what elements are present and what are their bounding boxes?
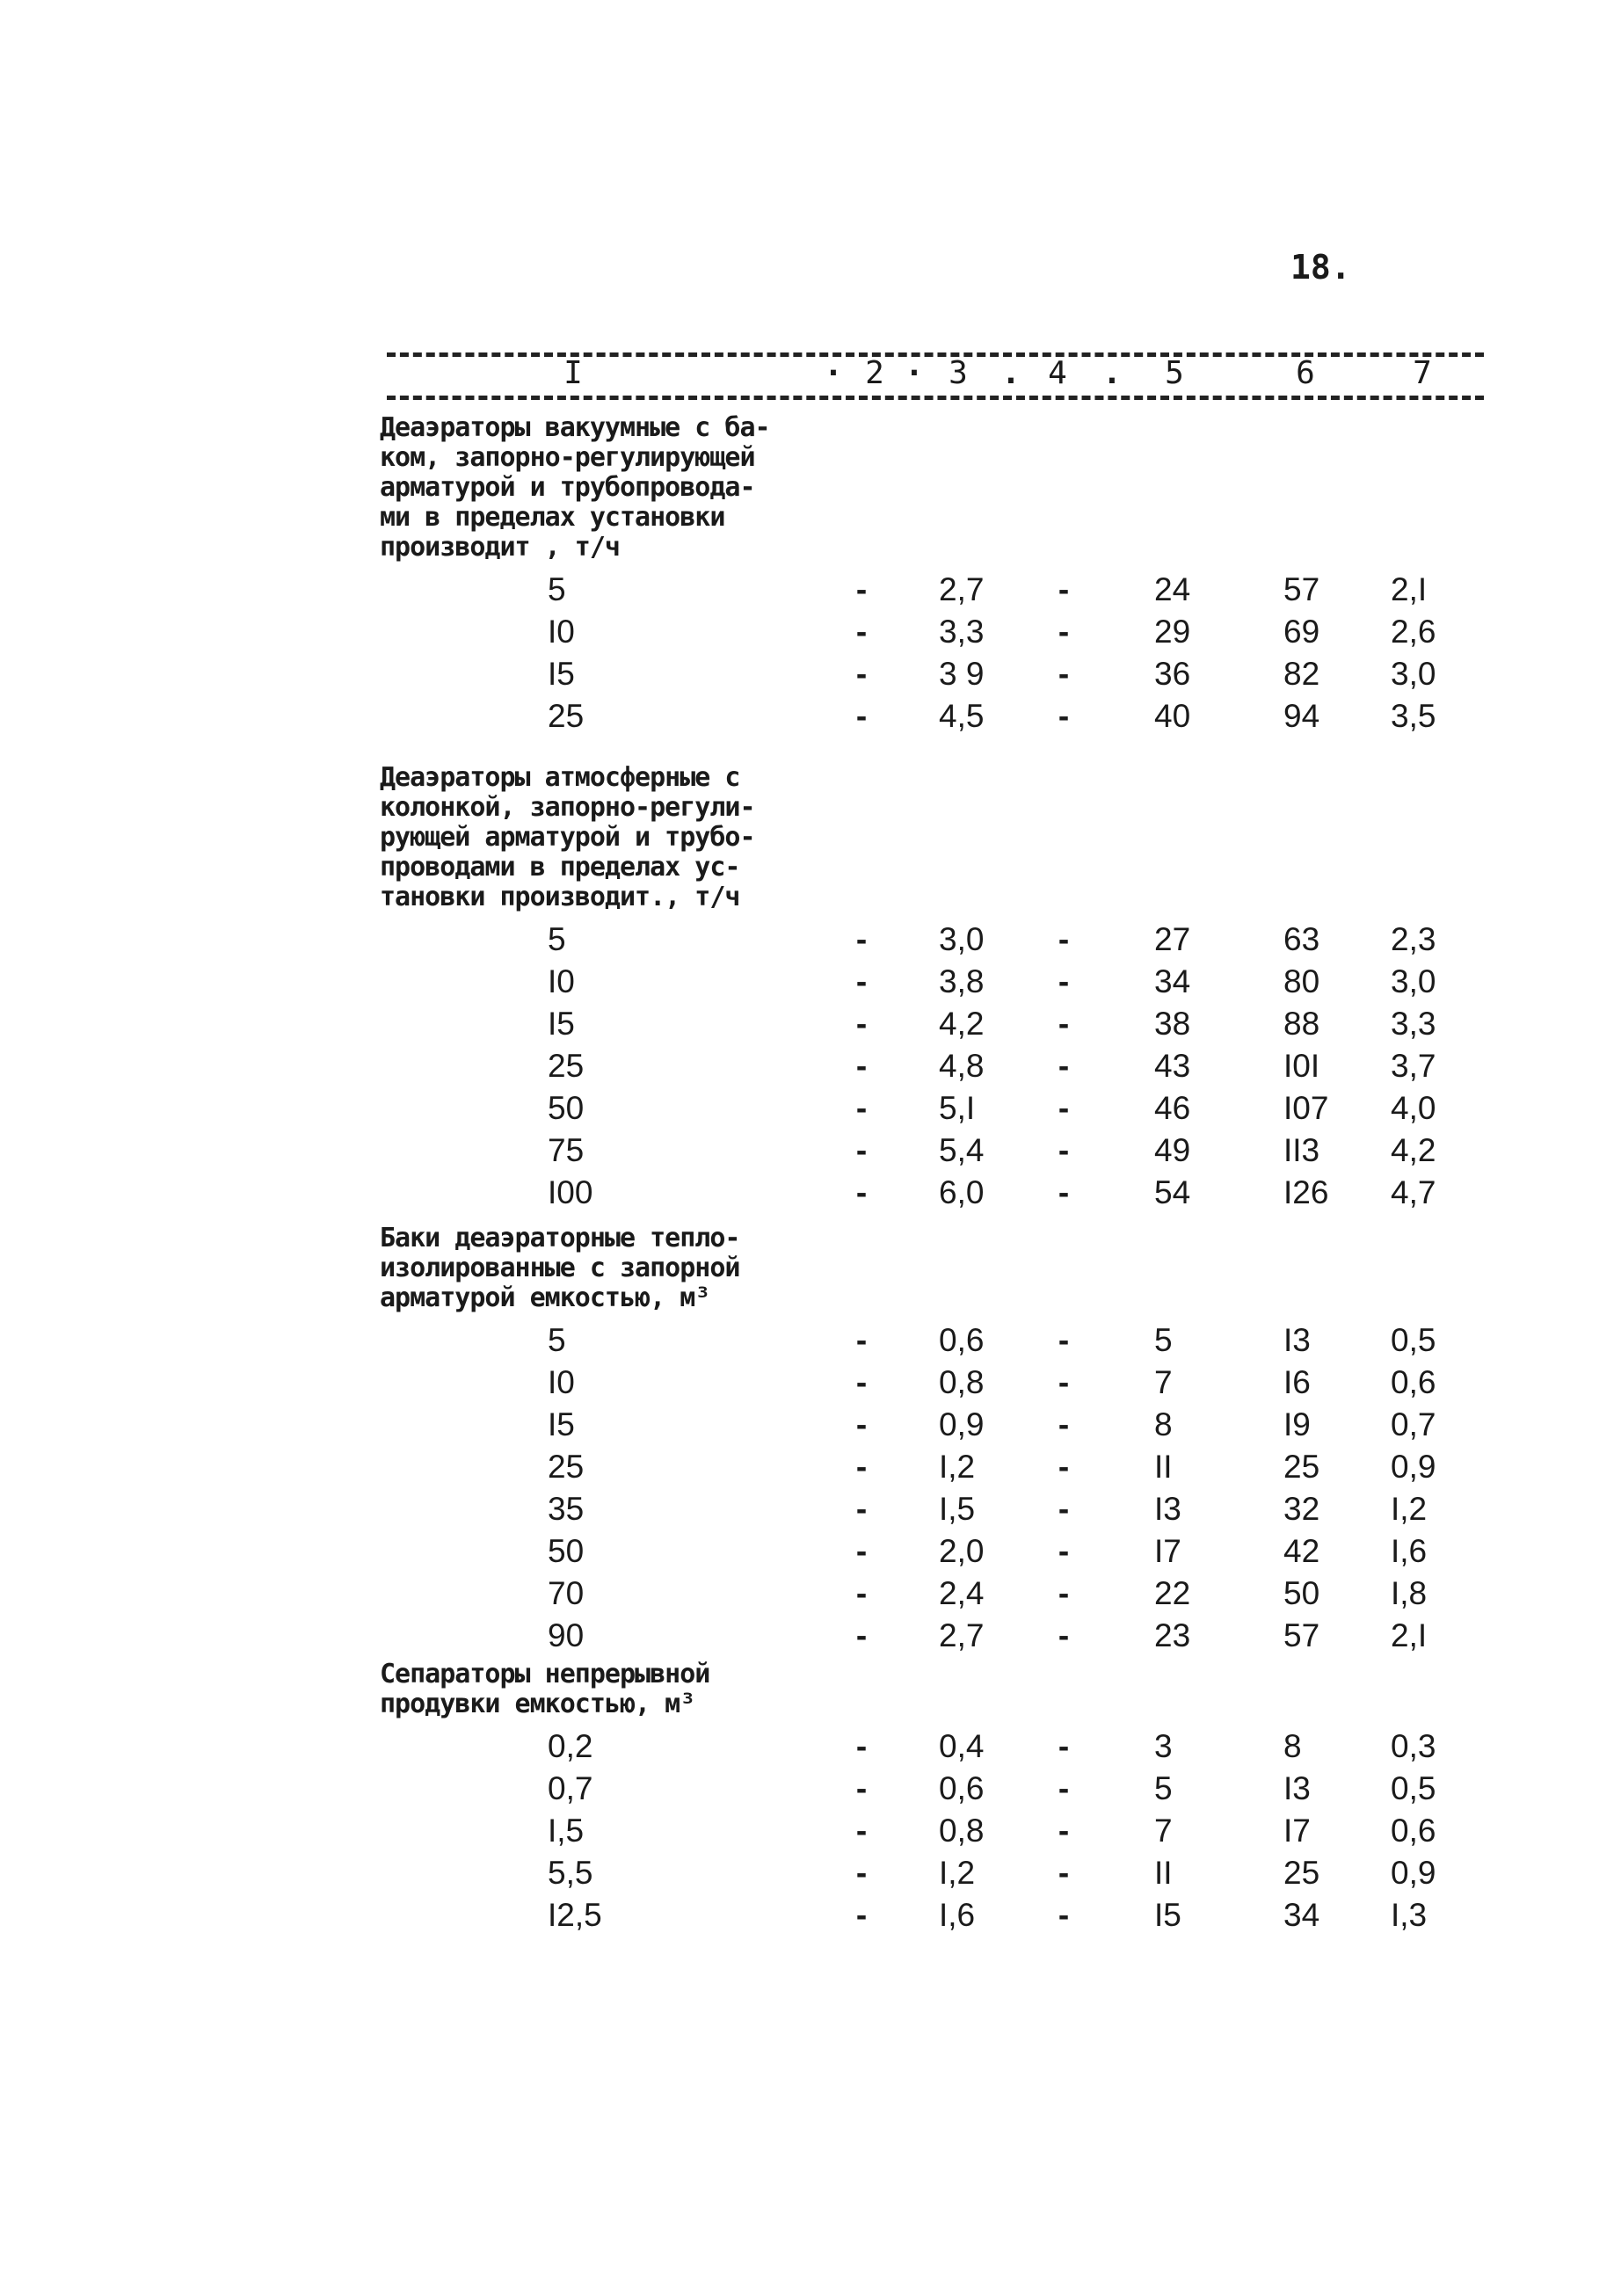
table-cell-col-6: I6	[1283, 1364, 1311, 1400]
table-cell-col-4: -	[1058, 656, 1070, 692]
table-cell-col-6: I3	[1283, 1770, 1311, 1806]
table-cell-col-3: 5,4	[939, 1132, 985, 1168]
table-cell-col-7: 3,5	[1391, 698, 1436, 734]
column-separator: ·	[905, 355, 924, 391]
table-cell-col-1: 50	[548, 1090, 585, 1126]
table-cell-col-6: 8	[1283, 1728, 1302, 1764]
table-cell-col-3: 3,3	[939, 614, 985, 650]
table-cell-col-7: 0,6	[1391, 1364, 1436, 1400]
column-separator: ·	[824, 355, 843, 391]
table-cell-col-6: I3	[1283, 1322, 1311, 1358]
table-cell-col-7: 3,3	[1391, 1006, 1436, 1042]
table-cell-col-7: I,6	[1391, 1533, 1428, 1569]
table-cell-col-2: -	[855, 1855, 868, 1891]
table-cell-col-2: -	[855, 1449, 868, 1485]
table-cell-col-7: 2,I	[1391, 1617, 1428, 1653]
table-cell-col-2: -	[855, 614, 868, 650]
table-cell-col-2: -	[855, 1048, 868, 1084]
table-cell-col-7: 2,6	[1391, 614, 1436, 650]
column-header-4: 4	[1048, 355, 1067, 391]
table-cell-col-6: 63	[1283, 921, 1320, 957]
table-cell-col-5: 24	[1154, 571, 1191, 607]
page-number: 18.	[1290, 248, 1351, 287]
table-cell-col-5: 8	[1154, 1406, 1173, 1442]
table-row	[0, 1449, 1621, 1491]
table-cell-col-1: 25	[548, 1449, 585, 1485]
table-cell-col-5: 29	[1154, 614, 1191, 650]
table-cell-col-3: 3,0	[939, 921, 985, 957]
table-cell-col-3: 0,8	[939, 1364, 985, 1400]
table-row	[0, 1855, 1621, 1897]
table-cell-col-1: 25	[548, 698, 585, 734]
table-cell-col-6: I26	[1283, 1174, 1329, 1210]
table-cell-col-2: -	[855, 963, 868, 999]
table-cell-col-4: -	[1058, 1174, 1070, 1210]
table-cell-col-1: I,5	[548, 1813, 585, 1849]
table-cell-col-7: 4,7	[1391, 1174, 1436, 1210]
table-row	[0, 1533, 1621, 1575]
table-cell-col-3: 2,7	[939, 571, 985, 607]
table-cell-col-5: 38	[1154, 1006, 1191, 1042]
table-cell-col-2: -	[855, 1770, 868, 1806]
table-cell-col-2: -	[855, 1090, 868, 1126]
table-cell-col-2: -	[855, 1132, 868, 1168]
table-cell-col-5: 22	[1154, 1575, 1191, 1611]
table-row	[0, 1364, 1621, 1406]
table-cell-col-1: I5	[548, 1406, 575, 1442]
table-cell-col-6: 34	[1283, 1897, 1320, 1933]
table-cell-col-5: 34	[1154, 963, 1191, 999]
column-separator: .	[1102, 355, 1122, 391]
table-cell-col-1: 0,2	[548, 1728, 593, 1764]
table-cell-col-7: 0,6	[1391, 1813, 1436, 1849]
table-cell-col-7: 3,7	[1391, 1048, 1436, 1084]
table-cell-col-7: 0,5	[1391, 1322, 1436, 1358]
table-cell-col-6: I9	[1283, 1406, 1311, 1442]
table-cell-col-5: 5	[1154, 1322, 1173, 1358]
table-row	[0, 1728, 1621, 1770]
table-cell-col-1: 25	[548, 1048, 585, 1084]
table-cell-col-7: 0,9	[1391, 1449, 1436, 1485]
table-cell-col-1: I0	[548, 963, 575, 999]
column-header-7: 7	[1413, 355, 1432, 391]
table-cell-col-6: 32	[1283, 1491, 1320, 1527]
table-cell-col-7: 0,9	[1391, 1855, 1436, 1891]
table-cell-col-2: -	[855, 1322, 868, 1358]
table-cell-col-7: 4,2	[1391, 1132, 1436, 1168]
table-row	[0, 614, 1621, 656]
section-title: Деаэраторы атмосферные с колонкой, запорно-регули- рующей арматурой и трубо- проводами в пределах ус- тановки производит., т/ч	[380, 762, 755, 912]
table-cell-col-2: -	[855, 1897, 868, 1933]
table-cell-col-7: 2,3	[1391, 921, 1436, 957]
table-cell-col-6: 42	[1283, 1533, 1320, 1569]
section-title: Баки деаэраторные тепло- изолированные с запорной арматурой емкостью, м³	[380, 1223, 740, 1313]
table-cell-col-1: 35	[548, 1491, 585, 1527]
table-cell-col-4: -	[1058, 1090, 1070, 1126]
table-cell-col-6: 50	[1283, 1575, 1320, 1611]
table-cell-col-5: 49	[1154, 1132, 1191, 1168]
table-cell-col-3: 0,8	[939, 1813, 985, 1849]
table-cell-col-4: -	[1058, 1322, 1070, 1358]
table-cell-col-7: 0,5	[1391, 1770, 1436, 1806]
table-cell-col-7: 3,0	[1391, 656, 1436, 692]
table-cell-col-3: 0,9	[939, 1406, 985, 1442]
table-cell-col-1: I00	[548, 1174, 593, 1210]
table-cell-col-6: I07	[1283, 1090, 1329, 1126]
table-cell-col-5: 27	[1154, 921, 1191, 957]
table-cell-col-3: I,6	[939, 1897, 976, 1933]
table-cell-col-2: -	[855, 1006, 868, 1042]
table-cell-col-2: -	[855, 1491, 868, 1527]
table-cell-col-5: 23	[1154, 1617, 1191, 1653]
table-cell-col-2: -	[855, 1174, 868, 1210]
table-row	[0, 698, 1621, 740]
column-header-5: 5	[1165, 355, 1184, 391]
table-cell-col-2: -	[855, 1364, 868, 1400]
table-cell-col-6: 80	[1283, 963, 1320, 999]
table-cell-col-6: 69	[1283, 614, 1320, 650]
table-cell-col-1: I0	[548, 1364, 575, 1400]
table-cell-col-4: -	[1058, 571, 1070, 607]
table-cell-col-4: -	[1058, 1132, 1070, 1168]
table-cell-col-5: 43	[1154, 1048, 1191, 1084]
table-cell-col-4: -	[1058, 1897, 1070, 1933]
table-cell-col-4: -	[1058, 1770, 1070, 1806]
section-title: Сепараторы непрерывной продувки емкостью, м³	[380, 1659, 710, 1719]
table-cell-col-3: 0,4	[939, 1728, 985, 1764]
table-cell-col-3: 0,6	[939, 1322, 985, 1358]
table-cell-col-4: -	[1058, 1364, 1070, 1400]
table-cell-col-1: I2,5	[548, 1897, 602, 1933]
table-cell-col-4: -	[1058, 963, 1070, 999]
table-row	[0, 963, 1621, 1006]
table-cell-col-2: -	[855, 1575, 868, 1611]
table-row	[0, 1322, 1621, 1364]
table-cell-col-6: 25	[1283, 1449, 1320, 1485]
table-cell-col-3: I,2	[939, 1855, 976, 1891]
table-cell-col-2: -	[855, 1533, 868, 1569]
table-cell-col-7: 4,0	[1391, 1090, 1436, 1126]
table-row	[0, 1090, 1621, 1132]
table-cell-col-4: -	[1058, 1006, 1070, 1042]
table-cell-col-1: I5	[548, 656, 575, 692]
table-row	[0, 1006, 1621, 1048]
table-cell-col-2: -	[855, 921, 868, 957]
table-cell-col-1: 5	[548, 571, 566, 607]
table-cell-col-4: -	[1058, 1728, 1070, 1764]
table-cell-col-5: 40	[1154, 698, 1191, 734]
table-cell-col-5: 54	[1154, 1174, 1191, 1210]
table-cell-col-2: -	[855, 698, 868, 734]
table-cell-col-1: 50	[548, 1533, 585, 1569]
table-cell-col-3: 0,6	[939, 1770, 985, 1806]
column-separator: .	[1001, 355, 1021, 391]
table-cell-col-2: -	[855, 1617, 868, 1653]
column-header-6: 6	[1296, 355, 1315, 391]
table-cell-col-2: -	[855, 1728, 868, 1764]
table-cell-col-5: 36	[1154, 656, 1191, 692]
table-cell-col-7: I,8	[1391, 1575, 1428, 1611]
section-title: Деаэраторы вакуумные с ба- ком, запорно-регулирующей арматурой и трубопровода- ми в пределах установки производит , т/ч	[380, 412, 770, 563]
table-cell-col-4: -	[1058, 698, 1070, 734]
table-cell-col-4: -	[1058, 1617, 1070, 1653]
table-cell-col-4: -	[1058, 1449, 1070, 1485]
table-cell-col-5: 7	[1154, 1364, 1173, 1400]
table-cell-col-6: 25	[1283, 1855, 1320, 1891]
table-row	[0, 1132, 1621, 1174]
table-row	[0, 1174, 1621, 1217]
table-header	[0, 355, 1621, 396]
column-header-3: 3	[949, 355, 968, 391]
table-row	[0, 1575, 1621, 1617]
table-row	[0, 1406, 1621, 1449]
table-cell-col-7: I,3	[1391, 1897, 1428, 1933]
table-cell-col-1: 70	[548, 1575, 585, 1611]
table-cell-col-4: -	[1058, 1406, 1070, 1442]
table-cell-col-1: 90	[548, 1617, 585, 1653]
table-cell-col-3: I,5	[939, 1491, 976, 1527]
table-cell-col-6: 82	[1283, 656, 1320, 692]
table-cell-col-5: 3	[1154, 1728, 1173, 1764]
table-cell-col-1: 5	[548, 1322, 566, 1358]
table-cell-col-2: -	[855, 656, 868, 692]
table-cell-col-4: -	[1058, 1813, 1070, 1849]
table-cell-col-5: 7	[1154, 1813, 1173, 1849]
column-header-2: 2	[865, 355, 884, 391]
table-cell-col-7: 0,3	[1391, 1728, 1436, 1764]
table-cell-col-2: -	[855, 1813, 868, 1849]
table-row	[0, 571, 1621, 614]
table-cell-col-5: I5	[1154, 1897, 1181, 1933]
table-header-bottom-rule	[387, 396, 1484, 400]
table-cell-col-3: 3 9	[939, 656, 985, 692]
table-cell-col-3: I,2	[939, 1449, 976, 1485]
table-row	[0, 1617, 1621, 1660]
table-row	[0, 1491, 1621, 1533]
table-row	[0, 656, 1621, 698]
table-cell-col-6: II3	[1283, 1132, 1320, 1168]
table-cell-col-5: I7	[1154, 1533, 1181, 1569]
table-cell-col-5: 5	[1154, 1770, 1173, 1806]
table-row	[0, 921, 1621, 963]
table-row	[0, 1048, 1621, 1090]
table-cell-col-6: 57	[1283, 1617, 1320, 1653]
table-cell-col-1: I0	[548, 614, 575, 650]
table-cell-col-4: -	[1058, 1048, 1070, 1084]
column-header-1: I	[563, 355, 583, 391]
table-cell-col-4: -	[1058, 921, 1070, 957]
table-cell-col-7: 2,I	[1391, 571, 1428, 607]
table-cell-col-4: -	[1058, 614, 1070, 650]
table-cell-col-6: I7	[1283, 1813, 1311, 1849]
table-row	[0, 1770, 1621, 1813]
table-cell-col-3: 2,7	[939, 1617, 985, 1653]
table-cell-col-4: -	[1058, 1575, 1070, 1611]
table-cell-col-6: 88	[1283, 1006, 1320, 1042]
table-cell-col-3: 3,8	[939, 963, 985, 999]
table-cell-col-1: I5	[548, 1006, 575, 1042]
table-cell-col-3: 4,5	[939, 698, 985, 734]
table-cell-col-4: -	[1058, 1491, 1070, 1527]
table-cell-col-6: I0I	[1283, 1048, 1320, 1084]
table-cell-col-6: 94	[1283, 698, 1320, 734]
table-cell-col-1: 75	[548, 1132, 585, 1168]
table-cell-col-5: I3	[1154, 1491, 1181, 1527]
table-cell-col-3: 4,2	[939, 1006, 985, 1042]
table-cell-col-4: -	[1058, 1533, 1070, 1569]
table-cell-col-1: 0,7	[548, 1770, 593, 1806]
table-cell-col-1: 5	[548, 921, 566, 957]
table-cell-col-3: 6,0	[939, 1174, 985, 1210]
table-cell-col-5: II	[1154, 1449, 1173, 1485]
table-cell-col-7: 3,0	[1391, 963, 1436, 999]
table-cell-col-3: 5,I	[939, 1090, 976, 1126]
table-row	[0, 1813, 1621, 1855]
table-cell-col-1: 5,5	[548, 1855, 593, 1891]
table-cell-col-2: -	[855, 571, 868, 607]
table-cell-col-4: -	[1058, 1855, 1070, 1891]
table-cell-col-3: 4,8	[939, 1048, 985, 1084]
table-cell-col-5: II	[1154, 1855, 1173, 1891]
table-cell-col-7: I,2	[1391, 1491, 1428, 1527]
table-cell-col-3: 2,0	[939, 1533, 985, 1569]
table-cell-col-7: 0,7	[1391, 1406, 1436, 1442]
table-cell-col-5: 46	[1154, 1090, 1191, 1126]
table-cell-col-6: 57	[1283, 571, 1320, 607]
table-cell-col-2: -	[855, 1406, 868, 1442]
table-row	[0, 1897, 1621, 1939]
table-cell-col-3: 2,4	[939, 1575, 985, 1611]
